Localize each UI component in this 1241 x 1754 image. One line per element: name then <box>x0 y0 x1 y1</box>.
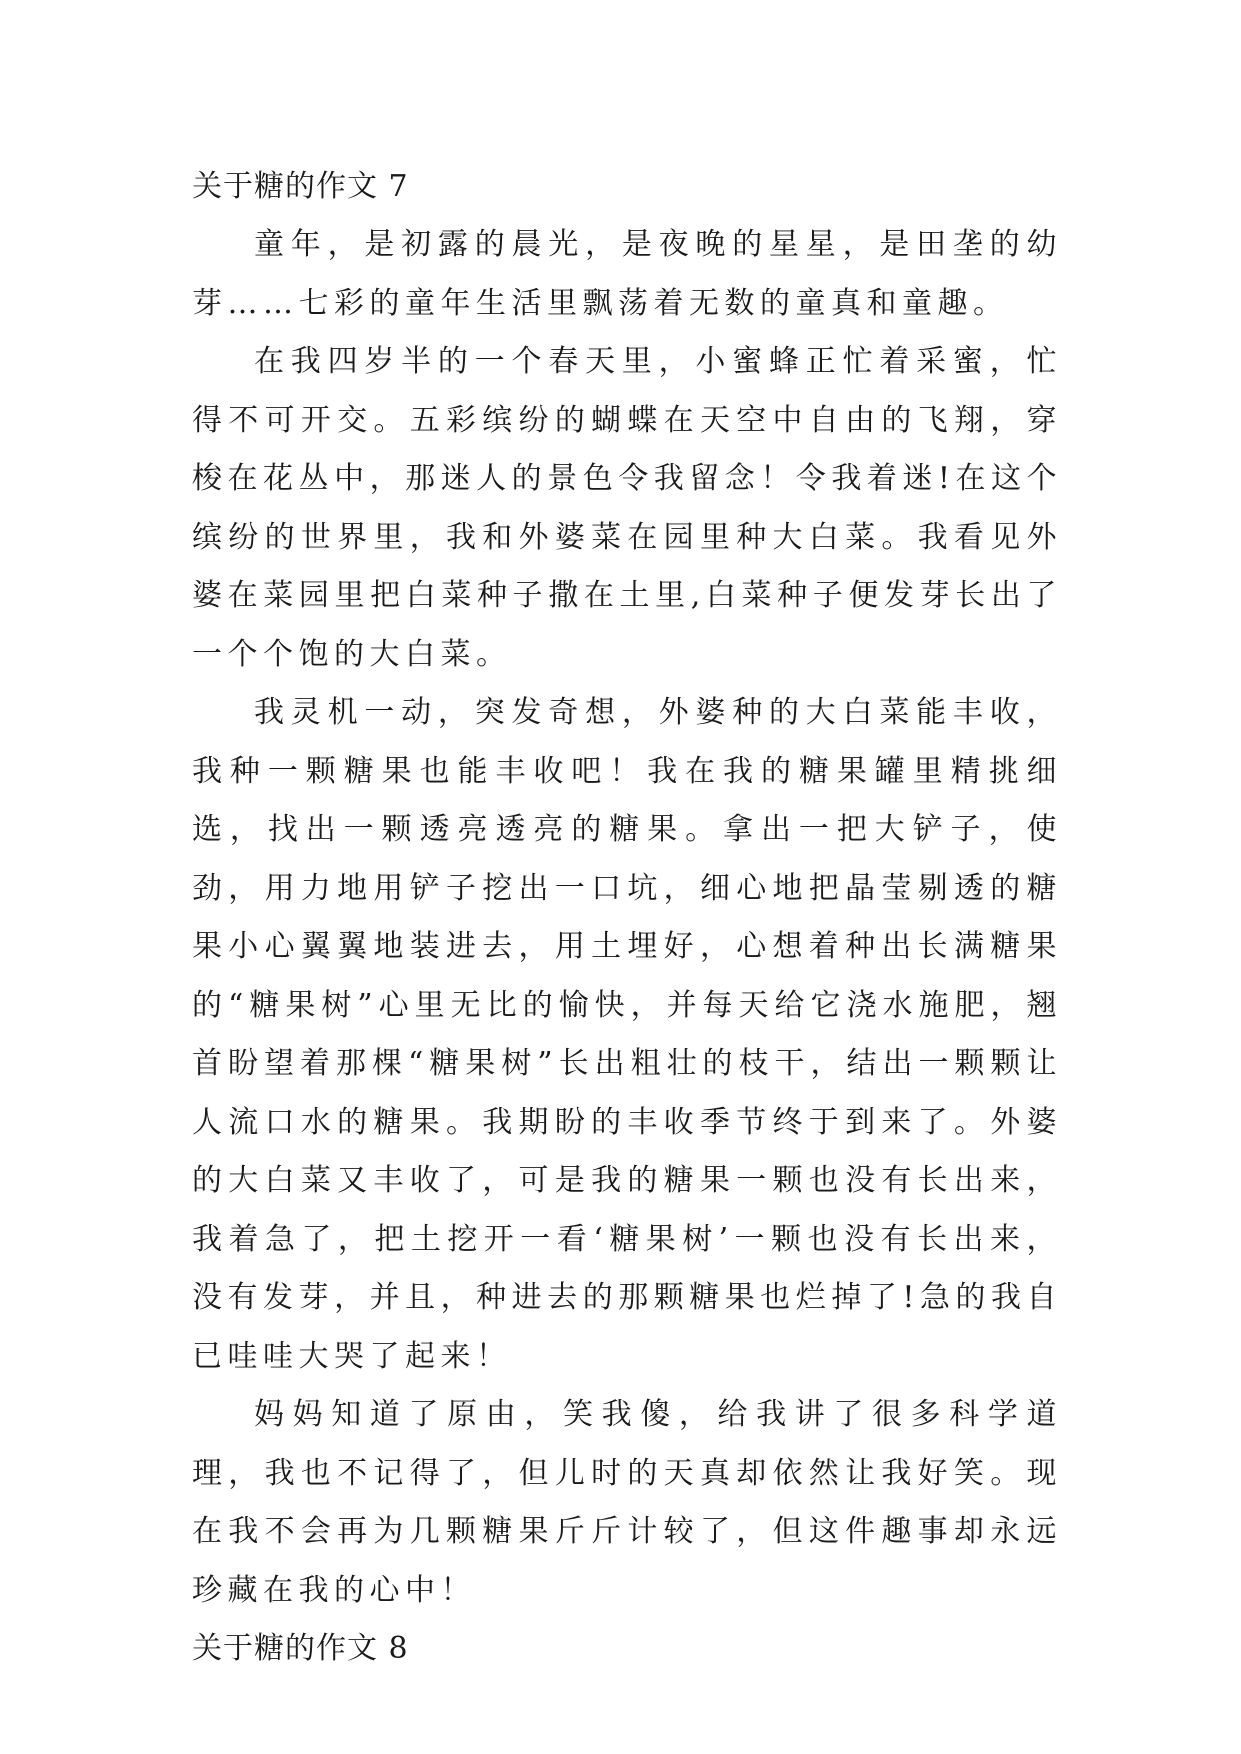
paragraph-1: 童年，是初露的晨光，是夜晚的星星，是田垄的幼芽……七彩的童年生活里飘荡着无数的童真和童趣。 <box>192 227 1062 321</box>
paragraph-3: 我灵机一动，突发奇想，外婆种的大白菜能丰收，我种一颗糖果也能丰收吧！我在我的糖果罐里精挑细选，找出一颗透亮透亮的糖果。拿出一把大铲子，使劲，用力地用铲子挖出一口坑，细心地把晶莹剔透的糖果小心翼翼地装进去，用土埋好，心想着种出长满糖果的“糖果树”心里无比的愉快，并每天给它浇水施肥，翘首盼望着那棵“糖果树”长出粗壮的枝干，结出一颗颗让人流口水的糖果。我期盼的丰收季节终于到来了。外婆的大白菜又丰收了，可是我的糖果一颗也没有长出来，我着急了，把土挖开一看‘糖果树’一颗也没有长出来，没有发芽，并且，种进去的那颗糖果也烂掉了!急的我自已哇哇大哭了起来！ <box>192 695 1062 1374</box>
essay-title-7: 关于糖的作文 7 <box>192 169 409 204</box>
paragraph-2: 在我四岁半的一个春天里，小蜜蜂正忙着采蜜，忙得不可开交。五彩缤纷的蝴蝶在天空中自由的飞翔，穿梭在花丛中，那迷人的景色令我留念！令我着迷!在这个缤纷的世界里，我和外婆菜在园里种大白菜。我看见外婆在菜园里把白菜种子撒在土里,白菜种子便发芽长出了一个个饱的大白菜。 <box>192 344 1062 672</box>
document-body <box>192 158 1062 1678</box>
essay-title-8: 关于糖的作文 8 <box>192 1631 409 1666</box>
paragraph-4: 妈妈知道了原由，笑我傻，给我讲了很多科学道理，我也不记得了，但儿时的天真却依然让我好笑。现在我不会再为几颗糖果斤斤计较了，但这件趣事却永远珍藏在我的心中！ <box>192 1397 1062 1608</box>
